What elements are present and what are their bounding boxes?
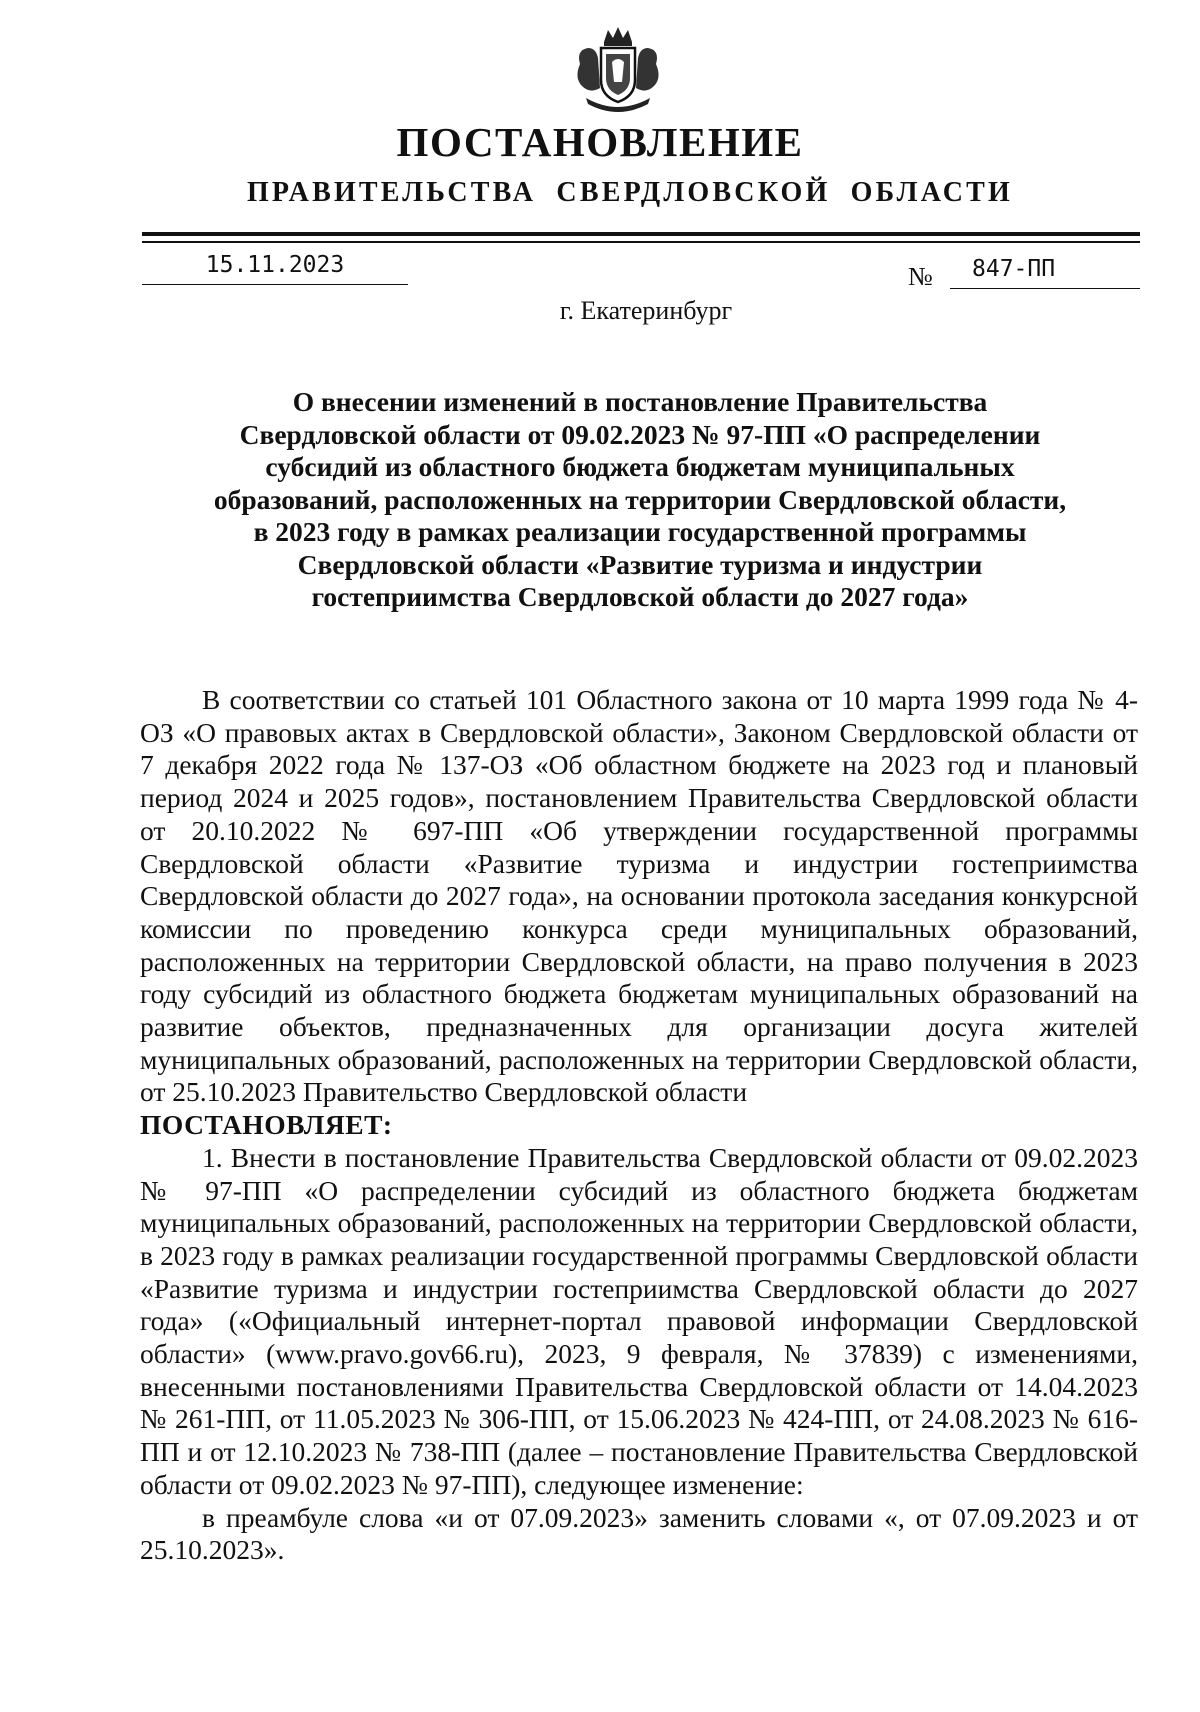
coat-of-arms-icon	[568, 24, 668, 114]
number-label: №	[908, 262, 933, 291]
document-body	[140, 684, 1138, 1567]
header-divider-thin	[142, 241, 1140, 243]
city: г. Екатеринбург	[559, 296, 733, 325]
document-date: 15.11.2023	[142, 252, 408, 285]
heading-line: субсидий из областного бюджета бюджетам муниципальных	[265, 451, 1015, 482]
item-1-paragraph: 1. Внести в постановление Правительства Свердловской области от 09.02.2023 № 97-ПП «О распределении субсидий из областного бюджета бюджетам муниципальных образований, расположенных на территории Свердловской области, в 2023 году в рамках реализации государственной программы Свердловской области «Развитие туризма и индустрии гостеприимства Свердловской области до 2027 года» («Официальный интернет-портал правовой информации Свердловской области» (www.pravo.gov66.ru), 2023, 9 февраля, № 37839) с изменениями, внесенными постановлениями Правительства Свердловской области от 14.04.2023 № 261-ПП, от 11.05.2023 № 306-ПП, от 15.06.2023 № 424-ПП, от 24.08.2023 № 616-ПП и от 12.10.2023 № 738-ПП (далее – постановление Правительства Свердловской области от 09.02.2023 № 97-ПП), следующее изменение:	[140, 1141, 1138, 1500]
heading-line: гостеприимства Свердловской области до 2027 года»	[311, 581, 969, 612]
heading-line: Свердловской области «Развитие туризма и индустрии	[297, 548, 983, 580]
document-number: 847-ПП	[950, 256, 1140, 289]
preamble-paragraph: В соответствии со статьей 101 Областного закона от 10 марта 1999 года № 4-ОЗ «О правовых актах в Свердловской области», Законом Свердловской области от 7 декабря 2022 года № 137-ОЗ «Об областном бюджете на 2023 год и плановый период 2024 и 2025 годов», постановлением Правительства Свердловской области от 20.10.2022 № 697-ПП «Об утверждении государственной программы Свердловской области «Развитие туризма и индустрии гостеприимства Свердловской области до 2027 года», на основании протокола заседания конкурсной комиссии по проведению конкурса среди муниципальных образований, расположенных на территории Свердловской области, на право получения в 2023 году субсидий из областного бюджета бюджетам муниципальных образований на развитие объектов, предназначенных для организации досуга жителей муниципальных образований, расположенных на территории Свердловской области, от 25.10.2023 Правительство Свердловской области	[140, 684, 1138, 1108]
document-heading	[150, 386, 1130, 614]
document-title: ПОСТАНОВЛЕНИЕ	[396, 119, 804, 165]
heading-line: образований, расположенных на территории Свердловской области,	[213, 483, 1067, 515]
issuing-authority: ПРАВИТЕЛЬСТВА СВЕРДЛОВСКОЙ ОБЛАСТИ	[246, 177, 1014, 208]
header-divider-thick	[142, 232, 1140, 236]
heading-line: О внесении изменений в постановление Правительства	[292, 386, 988, 417]
heading-line: Свердловской области от 09.02.2023 № 97-ПП «О распределении	[239, 418, 1041, 450]
decree-word: ПОСТАНОВЛЯЕТ:	[140, 1109, 393, 1141]
item-1-change-paragraph: в преамбуле слова «и от 07.09.2023» заменить словами «, от 07.09.2023 и от 25.10.2023».	[140, 1501, 1138, 1566]
heading-line: в 2023 году в рамках реализации государственной программы	[253, 516, 1027, 547]
